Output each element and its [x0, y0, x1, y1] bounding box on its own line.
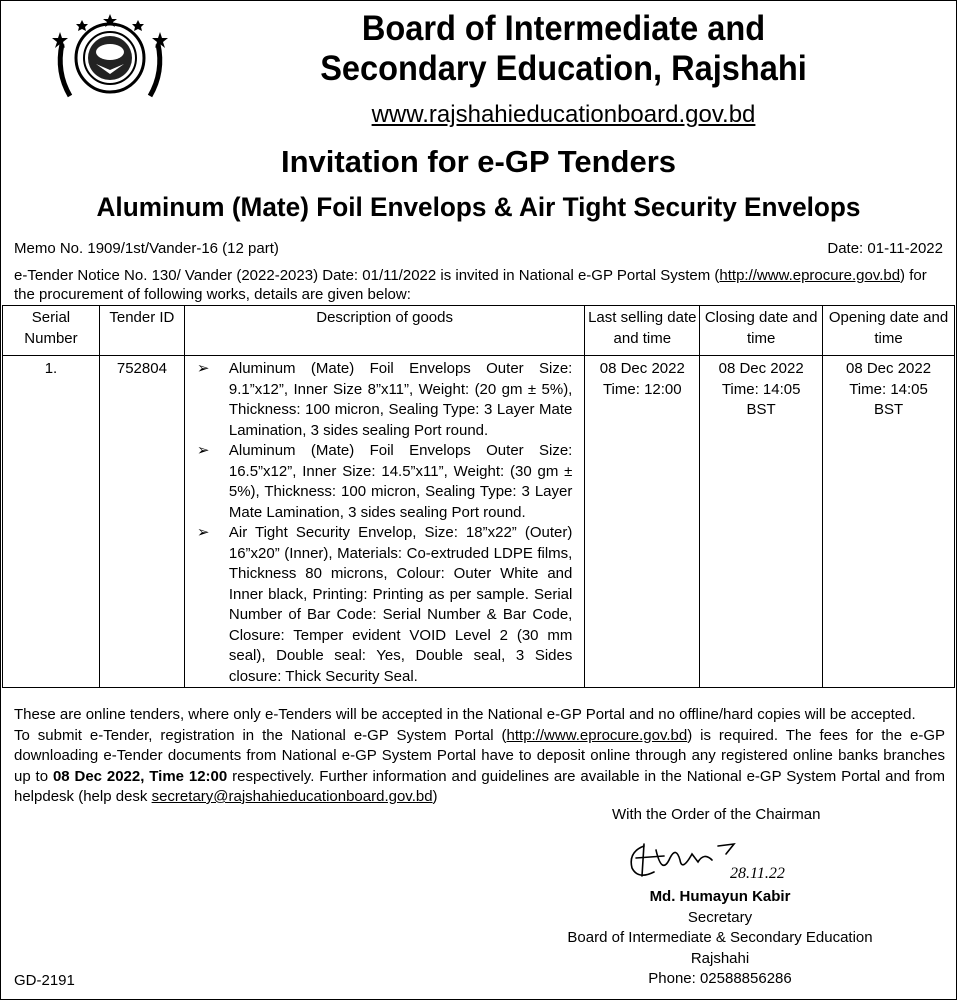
helpdesk-email-link[interactable]: secretary@rajshahieducationboard.gov.bd [151, 788, 433, 805]
header-tender-id: Tender ID [99, 306, 184, 356]
board-website-link[interactable]: www.rajshahieducationboard.gov.bd [371, 101, 756, 128]
memo-number: Memo No. 1909/1st/Vander-16 (12 part) [14, 240, 279, 257]
goods-item-3 [189, 523, 581, 687]
closing-time: Time: 14:05 [721, 380, 801, 398]
signatory-organization: Board of Intermediate & Secondary Education [567, 929, 873, 946]
signatory-block [560, 887, 880, 990]
signatory-phone: Phone: 02588856286 [648, 970, 792, 987]
row-last-selling [585, 356, 700, 688]
board-title-line1: Board of Intermediate and [361, 9, 766, 48]
goods-list [189, 359, 581, 687]
header-serial: Serial Number [3, 306, 100, 356]
notice-text-1: e-Tender Notice No. 130/ Vander (2022-2023) Date: 01/11/2022 is invited in National e-GP Portal System ( [14, 267, 720, 284]
invitation-title: Invitation for e-GP Tenders [280, 144, 677, 179]
row-serial: 1. [3, 356, 100, 688]
board-title-line2: Secondary Education, Rajshahi [320, 49, 807, 88]
footer-para-1: These are online tenders, where only e-Tenders will be accepted in the National e-GP Portal and no offline/hard copies will be accepted. [14, 706, 916, 723]
header-opening: Opening date and time [823, 306, 955, 356]
arrow-bullet-icon: ➢ [196, 360, 210, 377]
row-opening [823, 356, 955, 688]
footer-para-2 [14, 726, 945, 808]
tender-notice [14, 266, 947, 304]
notice-text-2: ) for the procurement of following works, details are given below: [14, 267, 927, 303]
footer-notes [14, 705, 945, 808]
signatory-designation: Secretary [687, 908, 753, 926]
order-line: With the Order of the Chairman [612, 806, 821, 823]
para2-text-1: To submit e-Tender, registration in the National e-GP System Portal ( [14, 726, 507, 744]
closing-zone: BST [746, 401, 776, 418]
goods-item-1 [189, 359, 581, 441]
goods-item-text: Aluminum (Mate) Foil Envelops Outer Size: 9.1”x12”, Inner Size 8”x11”, Weight: (20 gm ± 5%), Thickness: 100 micron, Sealing Type: 3 Layer Mate Lamination, 3 sides sealing Port round. [228, 360, 573, 439]
last-selling-date: 08 Dec 2022 [599, 360, 685, 377]
invitation-subtitle: Aluminum (Mate) Foil Envelops & Air Tight Security Envelops [96, 192, 861, 222]
goods-item-text: Air Tight Security Envelop, Size: 18”x22” (Outer) 16”x20” (Inner), Materials: Co-extruded LDPE films, Thickness 80 microns, Colour: Outer White and Inner black, Printing: Printing as per sample. Serial Number of Bar Code: Serial Number & Bar Code, Closure: Temper evident VOID Level 2 (30 mm seal), Double seal: Yes, Double seal, 3 Sides closure: Thick Security Seal. [228, 524, 573, 685]
opening-time: Time: 14:05 [849, 380, 928, 398]
goods-item-2 [189, 441, 581, 523]
para2-text-3: respectively. Further information and guidelines are available in the National e-GP System Portal and from helpdesk (help desk [14, 767, 946, 805]
closing-date: 08 Dec 2022 [718, 360, 804, 377]
memo-date: Date: 01-11-2022 [827, 240, 943, 257]
header-closing: Closing date and time [700, 306, 823, 356]
signatory-city: Rajshahi [690, 949, 750, 967]
opening-date: 08 Dec 2022 [846, 360, 932, 377]
goods-item-text: Aluminum (Mate) Foil Envelops Outer Size: 16.5”x12”, Inner Size: 14.5”x11”, Weight: (30 gm ± 5%), Thickness: 100 micron, Sealing Type: 3 Layer Mate Lamination, 3 sides sealing Port round. [228, 442, 573, 521]
board-logo-icon [52, 12, 168, 104]
table-header-row [3, 306, 955, 356]
para2-text-4: ) [432, 788, 438, 805]
last-selling-time: Time: 12:00 [602, 380, 682, 398]
header-last-selling: Last selling date and time [585, 306, 700, 356]
signature [622, 832, 822, 892]
arrow-bullet-icon: ➢ [196, 524, 210, 541]
tender-table [2, 305, 955, 688]
row-closing [700, 356, 823, 688]
row-tender-id: 752804 [99, 356, 184, 688]
opening-zone: BST [873, 401, 904, 418]
signature-date: 28.11.22 [730, 865, 785, 882]
arrow-bullet-icon: ➢ [196, 442, 210, 459]
eprocure-link-2[interactable]: http://www.eprocure.gov.bd [506, 726, 688, 744]
row-description [184, 356, 585, 688]
table-row [3, 356, 955, 688]
signatory-name: Md. Humayun Kabir [649, 888, 791, 905]
eprocure-link[interactable]: http://www.eprocure.gov.bd [719, 267, 901, 284]
para2-text-2: ) is required. The fees for the e-GP downloading e-Tender documents from National e-GP System Portal have to deposit online through any registered online banks branches up to [14, 726, 945, 785]
submission-deadline: 08 Dec 2022, Time 12:00 [52, 767, 228, 785]
header-description: Description of goods [184, 306, 585, 356]
gd-number: GD-2191 [14, 972, 75, 989]
